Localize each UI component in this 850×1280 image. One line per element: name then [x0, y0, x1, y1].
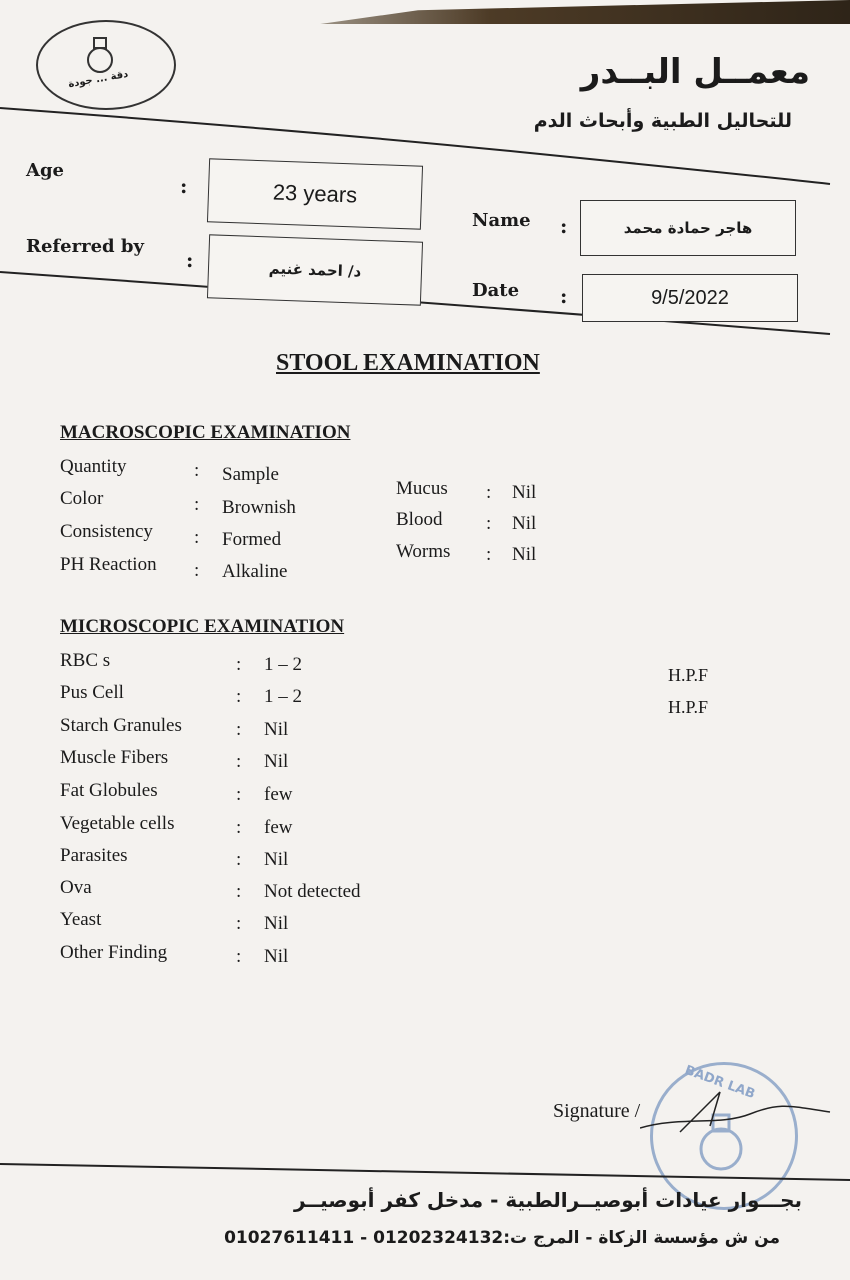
micro-label: Other Finding [60, 942, 168, 963]
micro-label: Pus Cell [60, 682, 124, 703]
footer-address: بجـــوار عيادات أبوصيــرالطبية - مدخل كفر أبوصيــر [294, 1188, 802, 1212]
macro-value-worms: Nil [512, 544, 537, 565]
micro-colon: : [236, 946, 242, 967]
micro-label: Parasites [60, 845, 128, 866]
footer-contact: من ش مؤسسة الزكاة - المرج ت:01202324132 - 01027611411 [224, 1228, 780, 1248]
macro-colon: : [194, 494, 200, 515]
micro-label: Vegetable cells [60, 813, 175, 834]
lab-subtitle: للتحاليل الطبية وأبحاث الدم [533, 110, 792, 132]
macro-colon: : [194, 527, 200, 548]
name-colon: : [560, 214, 568, 238]
micro-label: Muscle Fibers [60, 747, 169, 768]
micro-value: few [264, 817, 293, 838]
micro-colon: : [236, 817, 242, 838]
micro-colon: : [236, 881, 242, 902]
macro-label-color: Color [60, 488, 104, 509]
signature-label: Signature / [553, 1100, 641, 1122]
macro-colon: : [486, 544, 492, 565]
unit-rbc: H.P.F [668, 665, 709, 685]
footer-divider [0, 1150, 850, 1190]
micro-value: 1 – 2 [264, 654, 302, 675]
micro-value: Nil [264, 913, 289, 934]
unit-pus-cell: H.P.F [668, 697, 709, 717]
report-title: STOOL EXAMINATION [276, 350, 540, 376]
micro-value: Nil [264, 719, 289, 740]
date-label: Date [472, 280, 520, 301]
macro-value-blood: Nil [512, 513, 537, 534]
age-field: 23 years [207, 158, 423, 229]
micro-value: Nil [264, 751, 289, 772]
macro-label-worms: Worms [396, 541, 451, 562]
age-label: Age [26, 160, 65, 181]
age-colon: : [180, 174, 188, 198]
name-field: هاجر حمادة محمد [580, 200, 796, 256]
micro-value: Nil [264, 849, 289, 870]
name-label: Name [472, 210, 531, 231]
date-colon: : [560, 284, 568, 308]
macro-colon: : [486, 482, 492, 503]
macroscopic-title: MACROSCOPIC EXAMINATION [60, 422, 351, 443]
micro-colon: : [236, 654, 242, 675]
micro-label: RBC s [60, 650, 111, 671]
micro-colon: : [236, 686, 242, 707]
micro-label: Starch Granules [60, 715, 182, 736]
macro-label-consistency: Consistency [60, 521, 153, 542]
micro-value: 1 – 2 [264, 686, 302, 707]
micro-value: Nil [264, 946, 289, 967]
micro-label: Yeast [60, 909, 102, 930]
micro-colon: : [236, 849, 242, 870]
micro-colon: : [236, 913, 242, 934]
micro-colon: : [236, 784, 242, 805]
macro-value-ph: Alkaline [222, 561, 288, 582]
date-field: 9/5/2022 [582, 274, 798, 322]
macro-value-consistency: Formed [222, 529, 282, 550]
macro-colon: : [194, 560, 200, 581]
macro-colon: : [486, 513, 492, 534]
stamp-text: BADR LAB [682, 1062, 757, 1103]
micro-label: Ova [60, 877, 92, 898]
macro-value-mucus: Nil [512, 482, 537, 503]
macro-label-ph: PH Reaction [60, 554, 157, 575]
macro-value-color: Brownish [222, 497, 296, 518]
referred-by-colon: : [186, 248, 194, 272]
microscopic-title: MICROSCOPIC EXAMINATION [60, 616, 345, 637]
micro-colon: : [236, 751, 242, 772]
referred-by-label: Referred by [26, 236, 144, 257]
lab-name: معمــل البــدر [580, 52, 810, 92]
macro-label-mucus: Mucus [396, 478, 448, 499]
handwritten-signature [640, 1086, 840, 1146]
micro-colon: : [236, 719, 242, 740]
logo-motto: دقة ... جودة [67, 68, 130, 91]
referred-by-field: د/ احمد غنيم [207, 234, 423, 305]
micro-value: Not detected [264, 881, 361, 902]
macro-label-quantity: Quantity [60, 456, 127, 477]
micro-value: few [264, 784, 293, 805]
macro-label-blood: Blood [396, 509, 443, 530]
macro-colon: : [194, 460, 200, 481]
macro-value-quantity: Sample [222, 464, 279, 485]
micro-label: Fat Globules [60, 780, 158, 801]
